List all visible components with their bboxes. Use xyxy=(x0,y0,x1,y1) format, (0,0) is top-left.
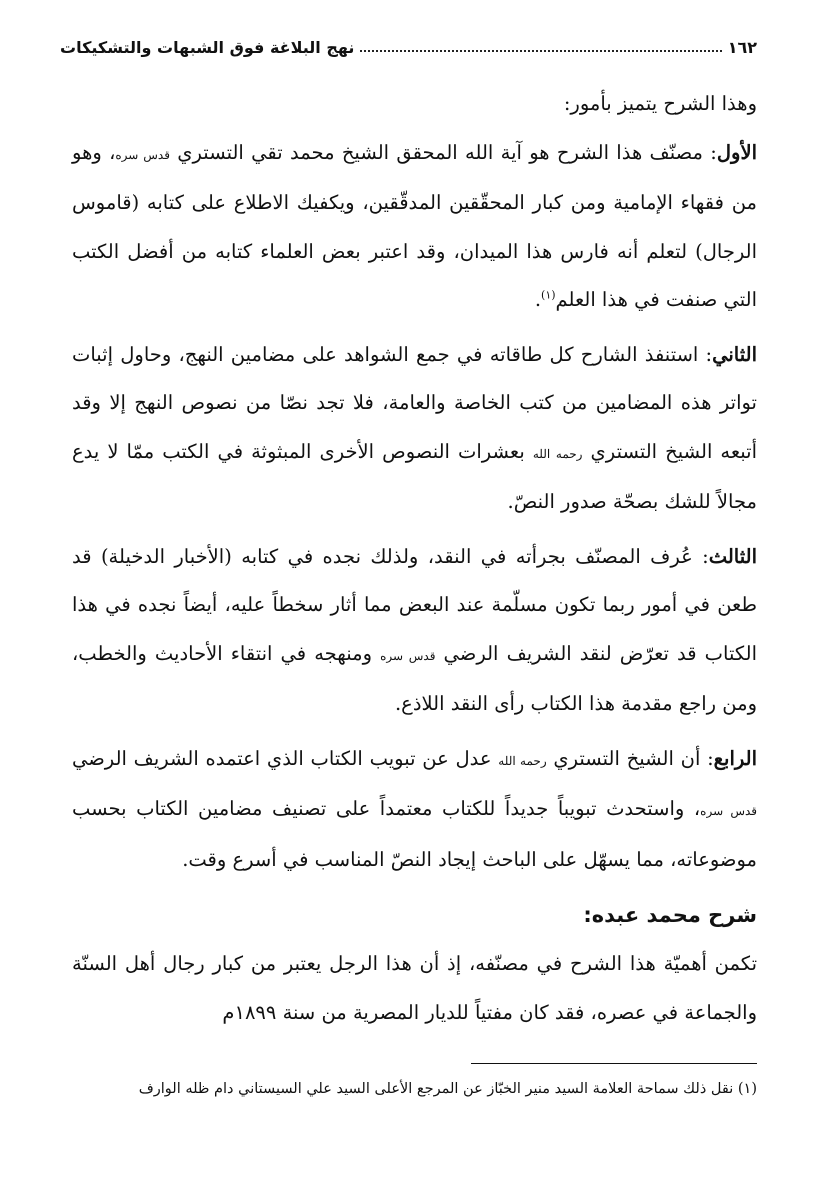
paragraph-text: عدل عن تبويب الكتاب الذي اعتمده الشريف الرضي xyxy=(72,746,492,770)
paragraph-fourth xyxy=(72,735,757,885)
section-heading xyxy=(72,890,757,940)
dotted-leader xyxy=(360,50,721,52)
footnote-text: نقل ذلك سماحة العلامة السيد منير الخبّاز عن المرجع الأعلى السيد علي السيستاني دام ظله الوارف xyxy=(138,1081,734,1097)
paragraph-text: : مصنّف هذا الشرح هو آية الله المحقق الشيخ محمد تقي التستري xyxy=(177,140,717,164)
honorific-glyph: رحمه الله xyxy=(498,753,547,768)
paragraph-third xyxy=(72,533,757,729)
running-header xyxy=(60,30,757,64)
honorific-glyph: قدس سره xyxy=(380,648,436,663)
paragraph-text: : أن الشيخ التستري xyxy=(553,746,714,770)
section-heading-colon: : xyxy=(583,903,592,927)
footnote-marker: (١) xyxy=(737,1081,757,1097)
footnote xyxy=(72,1070,757,1108)
paragraph-abduh: تكمن أهميّة هذا الشرح في مصنّفه، إذ أن هذا الرجل يعتبر من كبار رجال أهل السنّة والجماعة في عصره، فقد كان مفتياً للديار المصرية من سنة ١٨٩٩م xyxy=(72,952,757,1024)
paragraph-text: : عُرف المصنّف بجرأته في النقد، ولذلك نجده في كتابه (الأخبار الدخيلة) قد طعن في أمور ربما تكون مسلّمة عند البعض مما أثار سخطاً عليه، أيضاً نجده في هذا الكتاب قد تعرّض لنقد الشريف الرضي xyxy=(72,544,757,665)
honorific-glyph: قدس سره xyxy=(115,147,170,162)
section-heading-text: شرح محمد عبده xyxy=(591,903,757,927)
paragraph-text: ، واستحدث تبويباً جديداً للكتاب معتمداً على تصنيف مضامين الكتاب بحسب موضوعاته، مما يسهّل على الباحث إيجاد النصّ المناسب في أسرع وقت. xyxy=(72,797,757,871)
paragraph-label: الأول xyxy=(716,140,757,164)
paragraph-text: : استنفذ الشارح كل طاقاته في جمع الشواهد على مضامين النهج، وحاول إثبات تواتر هذه المضامين من كتب الخاصة والعامة، فلا تجد نصّا من نصوص النهج إلا وقد أتبعه الشيخ التستري xyxy=(72,342,758,463)
paragraph-text: . xyxy=(534,288,542,311)
main-text xyxy=(72,80,757,1043)
honorific-glyph: قدس سره xyxy=(700,804,757,818)
intro-line: وهذا الشرح يتميز بأمور: xyxy=(563,92,757,115)
page-number: ١٦٢ xyxy=(727,37,757,57)
honorific-glyph: رحمه الله xyxy=(532,446,583,461)
footnote-separator xyxy=(471,1063,757,1064)
paragraph-text: ومنهجه في انتقاء الأحاديث والخطب، ومن راجع مقدمة هذا الكتاب رأى النقد اللاذع. xyxy=(72,641,757,715)
paragraph-label: الرابع xyxy=(713,746,758,770)
paragraph-label: الثاني xyxy=(712,342,757,366)
paragraph-text: بعشرات النصوص الأخرى المبثوثة في الكتب ممّا لا يدع مجالاً للشك بصحّة صدور النصّ. xyxy=(72,439,757,513)
running-title: نهج البلاغة فوق الشبهات والتشكيكات xyxy=(60,37,355,57)
paragraph-second xyxy=(72,331,757,527)
paragraph-label: الثالث xyxy=(708,544,757,568)
footnote-reference[interactable]: (١) xyxy=(541,288,556,302)
paragraph-text: ، وهو من فقهاء الإمامية ومن كبار المحقّقين المدقّقين، ويكفيك الاطلاع على كتابه (قاموس الرجال) لتعلم أنه فارس هذا الميدان، وقد اعتبر بعض العلماء كتابه من أفضل الكتب التي صنفت في هذا العلم xyxy=(72,140,757,311)
paragraph-first xyxy=(72,129,757,325)
